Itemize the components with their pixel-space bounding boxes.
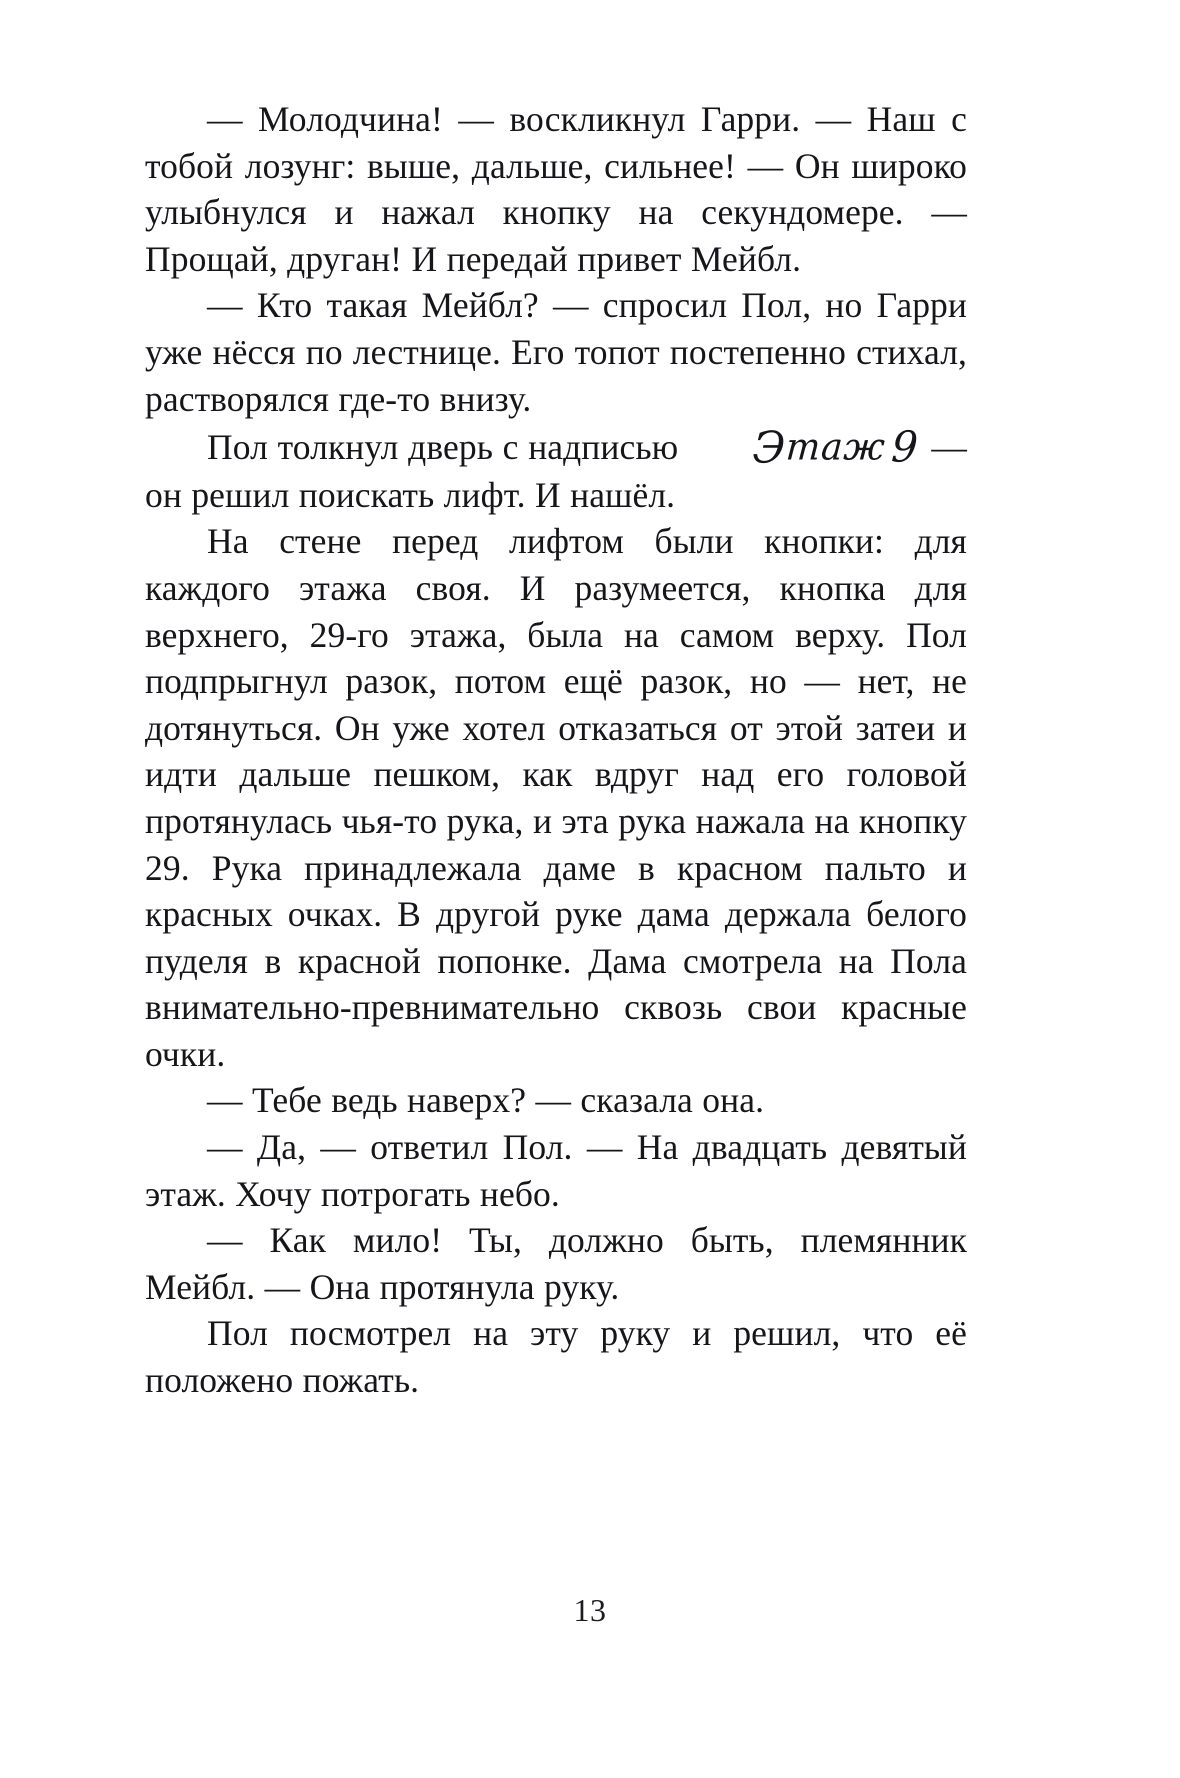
paragraph-3-text-before: Пол толкнул дверь с надписью — [207, 427, 679, 468]
door-sign-word: таж — [784, 426, 888, 470]
paragraph-4: На стене перед лифтом были кнопки: для каждого этажа своя. И разумеется, кнопка для верхнего, 29-го этажа, была на самом верху. Пол подпрыгнул разок, потом ещё разок, но — нет, не дотянуться. Он уже хотел отказаться от этой затеи и идти дальше пешком, как вдруг над его головой протянулась чья-то рука, и эта рука нажала на кнопку 29. Рука принадлежала даме в красном пальто и красных очках. В другой руке дама держала белого пуделя в красной попонке. Дама смотрела на Пола внимательно-превнимательно сквозь свои красные очки. — [145, 521, 967, 1074]
paragraph-8: Пол посмотрел на эту руку и решил, что её положено пожать. — [145, 1313, 967, 1401]
paragraph-3 — [145, 422, 967, 518]
paragraph-2: — Кто такая Мейбл? — спросил Пол, но Гарри уже нёсся по лестнице. Его топот постепенно стихал, растворялся где-то внизу. — [145, 285, 967, 419]
door-sign-initial: Э — [751, 422, 788, 474]
paragraph-1: — Молодчина! — воскликнул Гарри. — Наш с тобой лозунг: выше, дальше, сильнее! — Он широко улыбнулся и нажал кнопку на секундомере. — Прощай, друган! И передай привет Мейбл. — [145, 99, 967, 279]
paragraph-6: — Да, — ответил Пол. — На двадцать девятый этаж. Хочу потрогать небо. — [145, 1127, 967, 1214]
paragraph-3-text-after: — он решил поискать лифт. И нашёл. — [145, 427, 968, 515]
paragraph-7: — Как мило! Ты, должно быть, племянник Мейбл. — Она протянула руку. — [145, 1220, 967, 1307]
paragraph-5: — Тебе ведь наверх? — сказала она. — [207, 1080, 765, 1121]
page-number: 13 — [573, 1592, 607, 1628]
page-text-block — [145, 96, 967, 1404]
door-sign-number: 9 — [889, 422, 921, 473]
door-sign-label — [686, 421, 923, 473]
